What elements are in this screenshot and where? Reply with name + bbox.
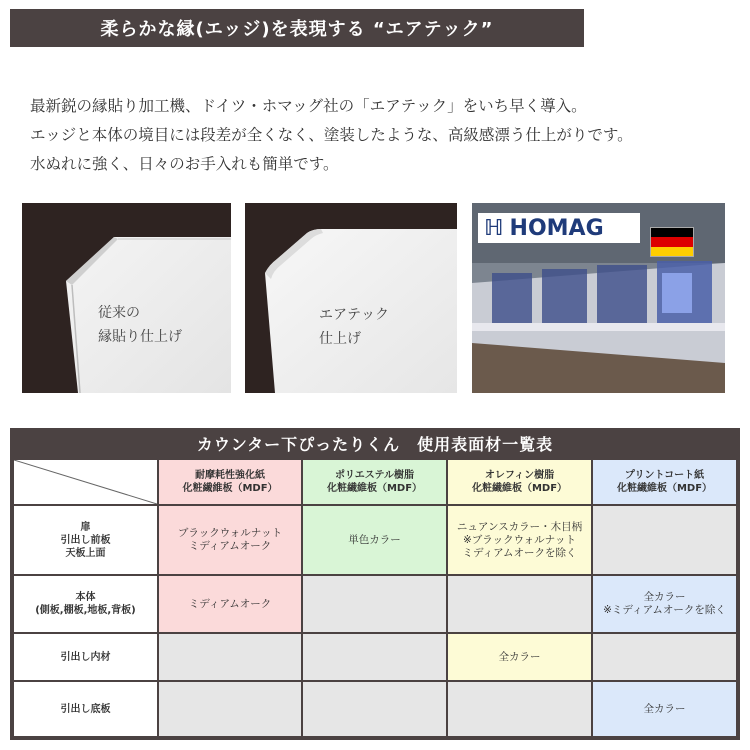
table-cell-empty [303, 682, 446, 736]
table-title: カウンター下ぴったりくん 使用表面材一覧表 [196, 434, 554, 454]
surface-material-table [10, 428, 740, 740]
table-cell-empty [448, 576, 591, 632]
intro-text [30, 92, 633, 179]
table-cell-empty [159, 634, 301, 680]
homag-mark-icon: ℍ [484, 215, 504, 241]
table-cell: 全カラー [448, 634, 591, 680]
banner-title: 柔らかな縁(エッジ)を表現する “エアテック” [100, 19, 494, 40]
table-cell: 単色カラー [303, 506, 446, 574]
table-cell: ブラックウォルナット ミディアムオーク [159, 506, 301, 574]
column-header: 耐摩耗性強化紙 化粧繊維板（MDF） [159, 460, 301, 504]
row-header: 本体 (側板,棚板,地板,背板) [14, 576, 157, 632]
table-cell-empty [303, 576, 446, 632]
table-cell-empty [593, 634, 736, 680]
section-banner [10, 9, 584, 47]
table-cell-empty [593, 506, 736, 574]
intro-line: 最新鋭の縁貼り加工機、ドイツ・ホマッグ社の「エアテック」をいち早く導入。 [30, 97, 587, 115]
airtec-edge-photo [245, 203, 457, 393]
table-cell-empty [448, 682, 591, 736]
column-header: オレフィン樹脂 化粧繊維板（MDF） [448, 460, 591, 504]
table-cell: 全カラー ※ミディアムオークを除く [593, 576, 736, 632]
table-cell-empty [159, 682, 301, 736]
diagonal-line [14, 460, 157, 504]
conventional-edge-photo [22, 203, 231, 393]
table-cell: 全カラー [593, 682, 736, 736]
homag-machine-photo [472, 203, 725, 393]
table-corner-cell [14, 460, 157, 504]
conventional-label: 従来の 縁貼り仕上げ [98, 305, 182, 345]
homag-logo-text: HOMAG [509, 215, 604, 241]
german-flag-icon [650, 227, 694, 257]
column-header: ポリエステル樹脂 化粧繊維板（MDF） [303, 460, 446, 504]
row-header: 引出し底板 [14, 682, 157, 736]
table-cell-empty [303, 634, 446, 680]
panel-corner-illustration [245, 203, 457, 393]
row-header: 引出し内材 [14, 634, 157, 680]
row-header: 扉 引出し前板 天板上面 [14, 506, 157, 574]
panel-corner-illustration [22, 203, 231, 393]
intro-line: エッジと本体の境目には段差が全くなく、塗装したような、高級感漂う仕上がりです。 [30, 126, 633, 144]
intro-line: 水ぬれに強く、日々のお手入れも簡単です。 [30, 155, 339, 173]
homag-logo [478, 213, 640, 243]
column-header: プリントコート紙 化粧繊維板（MDF） [593, 460, 736, 504]
airtec-label: エアテック 仕上げ [319, 307, 389, 347]
table-cell: ミディアムオーク [159, 576, 301, 632]
table-cell: ニュアンスカラー・木目柄 ※ブラックウォルナット ミディアムオークを除く [448, 506, 591, 574]
